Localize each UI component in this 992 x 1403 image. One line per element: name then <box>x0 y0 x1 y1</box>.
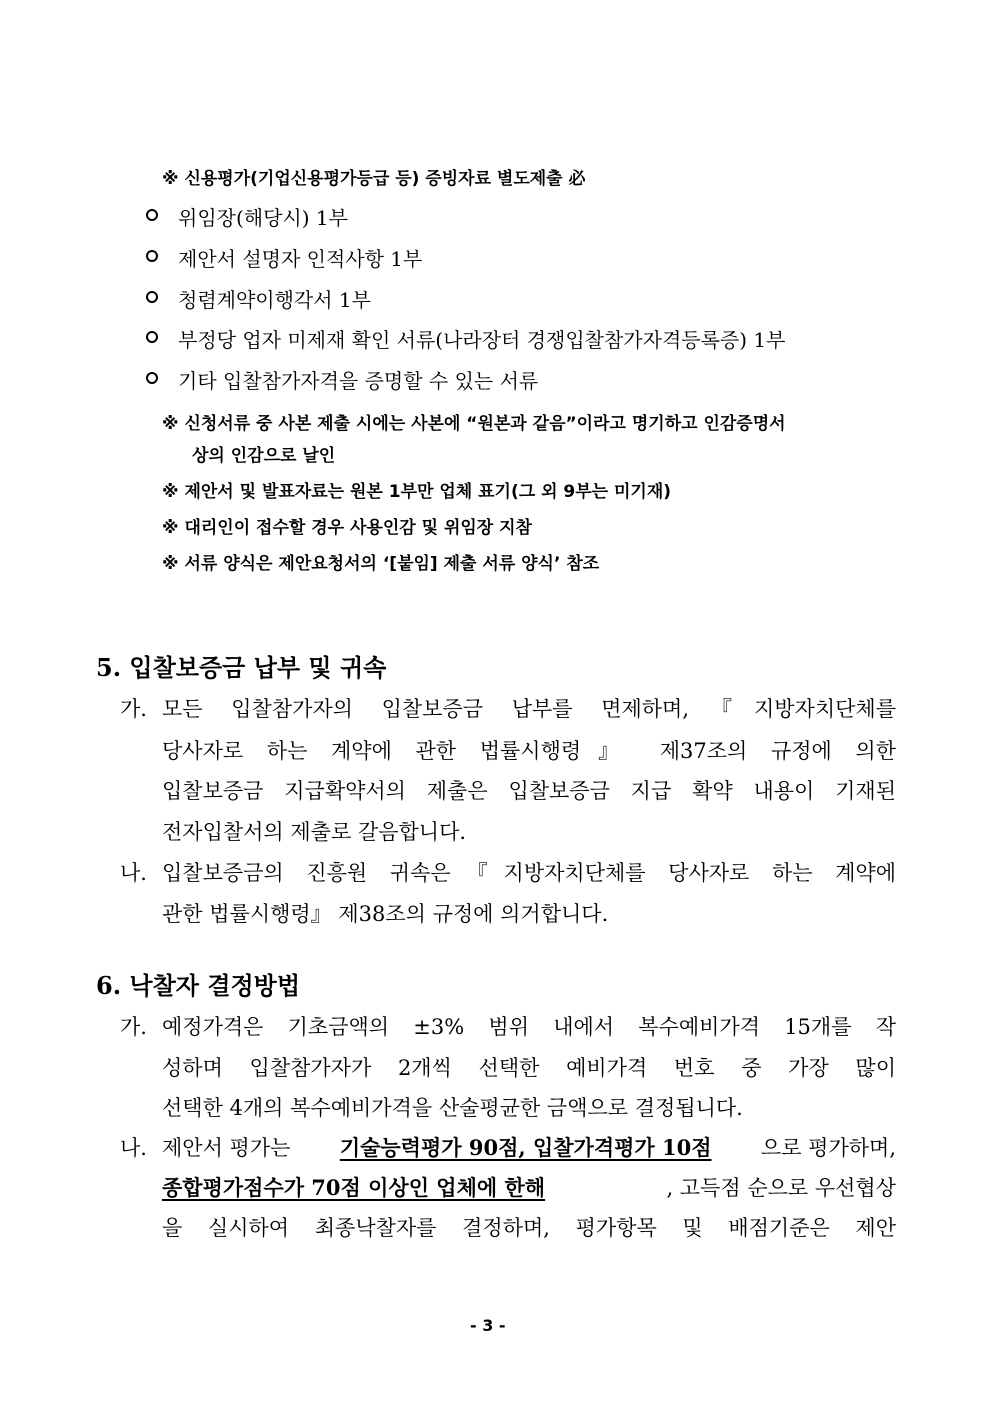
section-6-a-line: 선택한 4개의 복수예비가격을 산술평균한 금액으로 결정됩니다. <box>162 1096 743 1120</box>
list-item: 제안서 설명자 인적사항 1부 <box>178 247 423 271</box>
section-6-title: 6. 낙찰자 결정방법 <box>96 971 301 1000</box>
text-segment: 으로 평가하며, <box>760 1136 896 1160</box>
list-item: 부정당 업자 미제재 확인 서류(나라장터 경쟁입찰참가자격등록증) 1부 <box>178 328 786 352</box>
section-5-b-line: 관한 법률시행령』 제38조의 규정에 의거합니다. <box>162 902 609 926</box>
note-document-forms: ※ 서류 양식은 제안요청서의 ‘[붙임] 제출 서류 양식’ 참조 <box>162 554 600 574</box>
underlined-threshold: 종합평가점수가 70점 이상인 업체에 한해 <box>162 1175 546 1200</box>
page-number: - 3 - <box>470 1316 506 1335</box>
section-5-b-line: 입찰보증금의 진흥원 귀속은『지방자치단체를 당사자로 하는 계약에 <box>162 861 896 885</box>
section-5-a-line: 당사자로 하는 계약에 관한 법률시행령』 제37조의 규정에 의한 <box>162 739 896 763</box>
item-marker: 가. <box>120 1015 147 1039</box>
note-agent-submission: ※ 대리인이 접수할 경우 사용인감 및 위임장 지참 <box>162 518 532 538</box>
section-5-a-line: 전자입찰서의 제출로 갈음합니다. <box>162 820 467 844</box>
list-item: 청렴계약이행각서 1부 <box>178 288 371 312</box>
section-5-title: 5. 입찰보증금 납부 및 귀속 <box>96 653 387 682</box>
section-6-b-line-2 <box>162 1172 896 1202</box>
section-6-a-line: 성하며 입찰참가자가 2개씩 선택한 예비가격 번호 중 가장 많이 <box>162 1056 896 1080</box>
section-5-a-line: 입찰보증금 지급확약서의 제출은 입찰보증금 지급 확약 내용이 기재된 <box>162 779 896 803</box>
underlined-score-weights: 기술능력평가 90점, 입찰가격평가 10점 <box>339 1135 712 1160</box>
item-marker: 나. <box>120 861 147 885</box>
list-item: 위임장(해당시) 1부 <box>178 206 348 230</box>
section-6-b-line-3: 을 실시하여 최종낙찰자를 결정하며, 평가항목 및 배점기준은 제안 <box>162 1216 896 1240</box>
note-copy-submission: ※ 신청서류 중 사본 제출 시에는 사본에 “원본과 같음”이라고 명기하고 인감증명서 <box>162 414 786 434</box>
note-copy-submission-cont: 상의 인감으로 날인 <box>192 446 336 466</box>
section-6-b-line-1 <box>162 1132 896 1162</box>
item-marker: 가. <box>120 697 147 721</box>
circle-bullet-icon <box>146 291 158 303</box>
section-6-a-line: 예정가격은 기초금액의 ±3% 범위 내에서 복수예비가격 15개를 작 <box>162 1015 896 1039</box>
circle-bullet-icon <box>146 331 158 343</box>
circle-bullet-icon <box>146 372 158 384</box>
text-segment: , 고득점 순으로 우선협상 <box>666 1176 896 1200</box>
list-item: 기타 입찰참가자격을 증명할 수 있는 서류 <box>178 369 539 393</box>
circle-bullet-icon <box>146 209 158 221</box>
circle-bullet-icon <box>146 250 158 262</box>
text-segment: 제안서 평가는 <box>162 1136 291 1160</box>
note-proposal-copies: ※ 제안서 및 발표자료는 원본 1부만 업체 표기(그 외 9부는 미기재) <box>162 482 672 502</box>
section-5-a-line: 모든 입찰참가자의 입찰보증금 납부를 면제하며,『지방자치단체를 <box>162 697 896 721</box>
item-marker: 나. <box>120 1136 147 1160</box>
note-credit-evaluation: ※ 신용평가(기업신용평가등급 등) 증빙자료 별도제출 必 <box>162 169 586 189</box>
